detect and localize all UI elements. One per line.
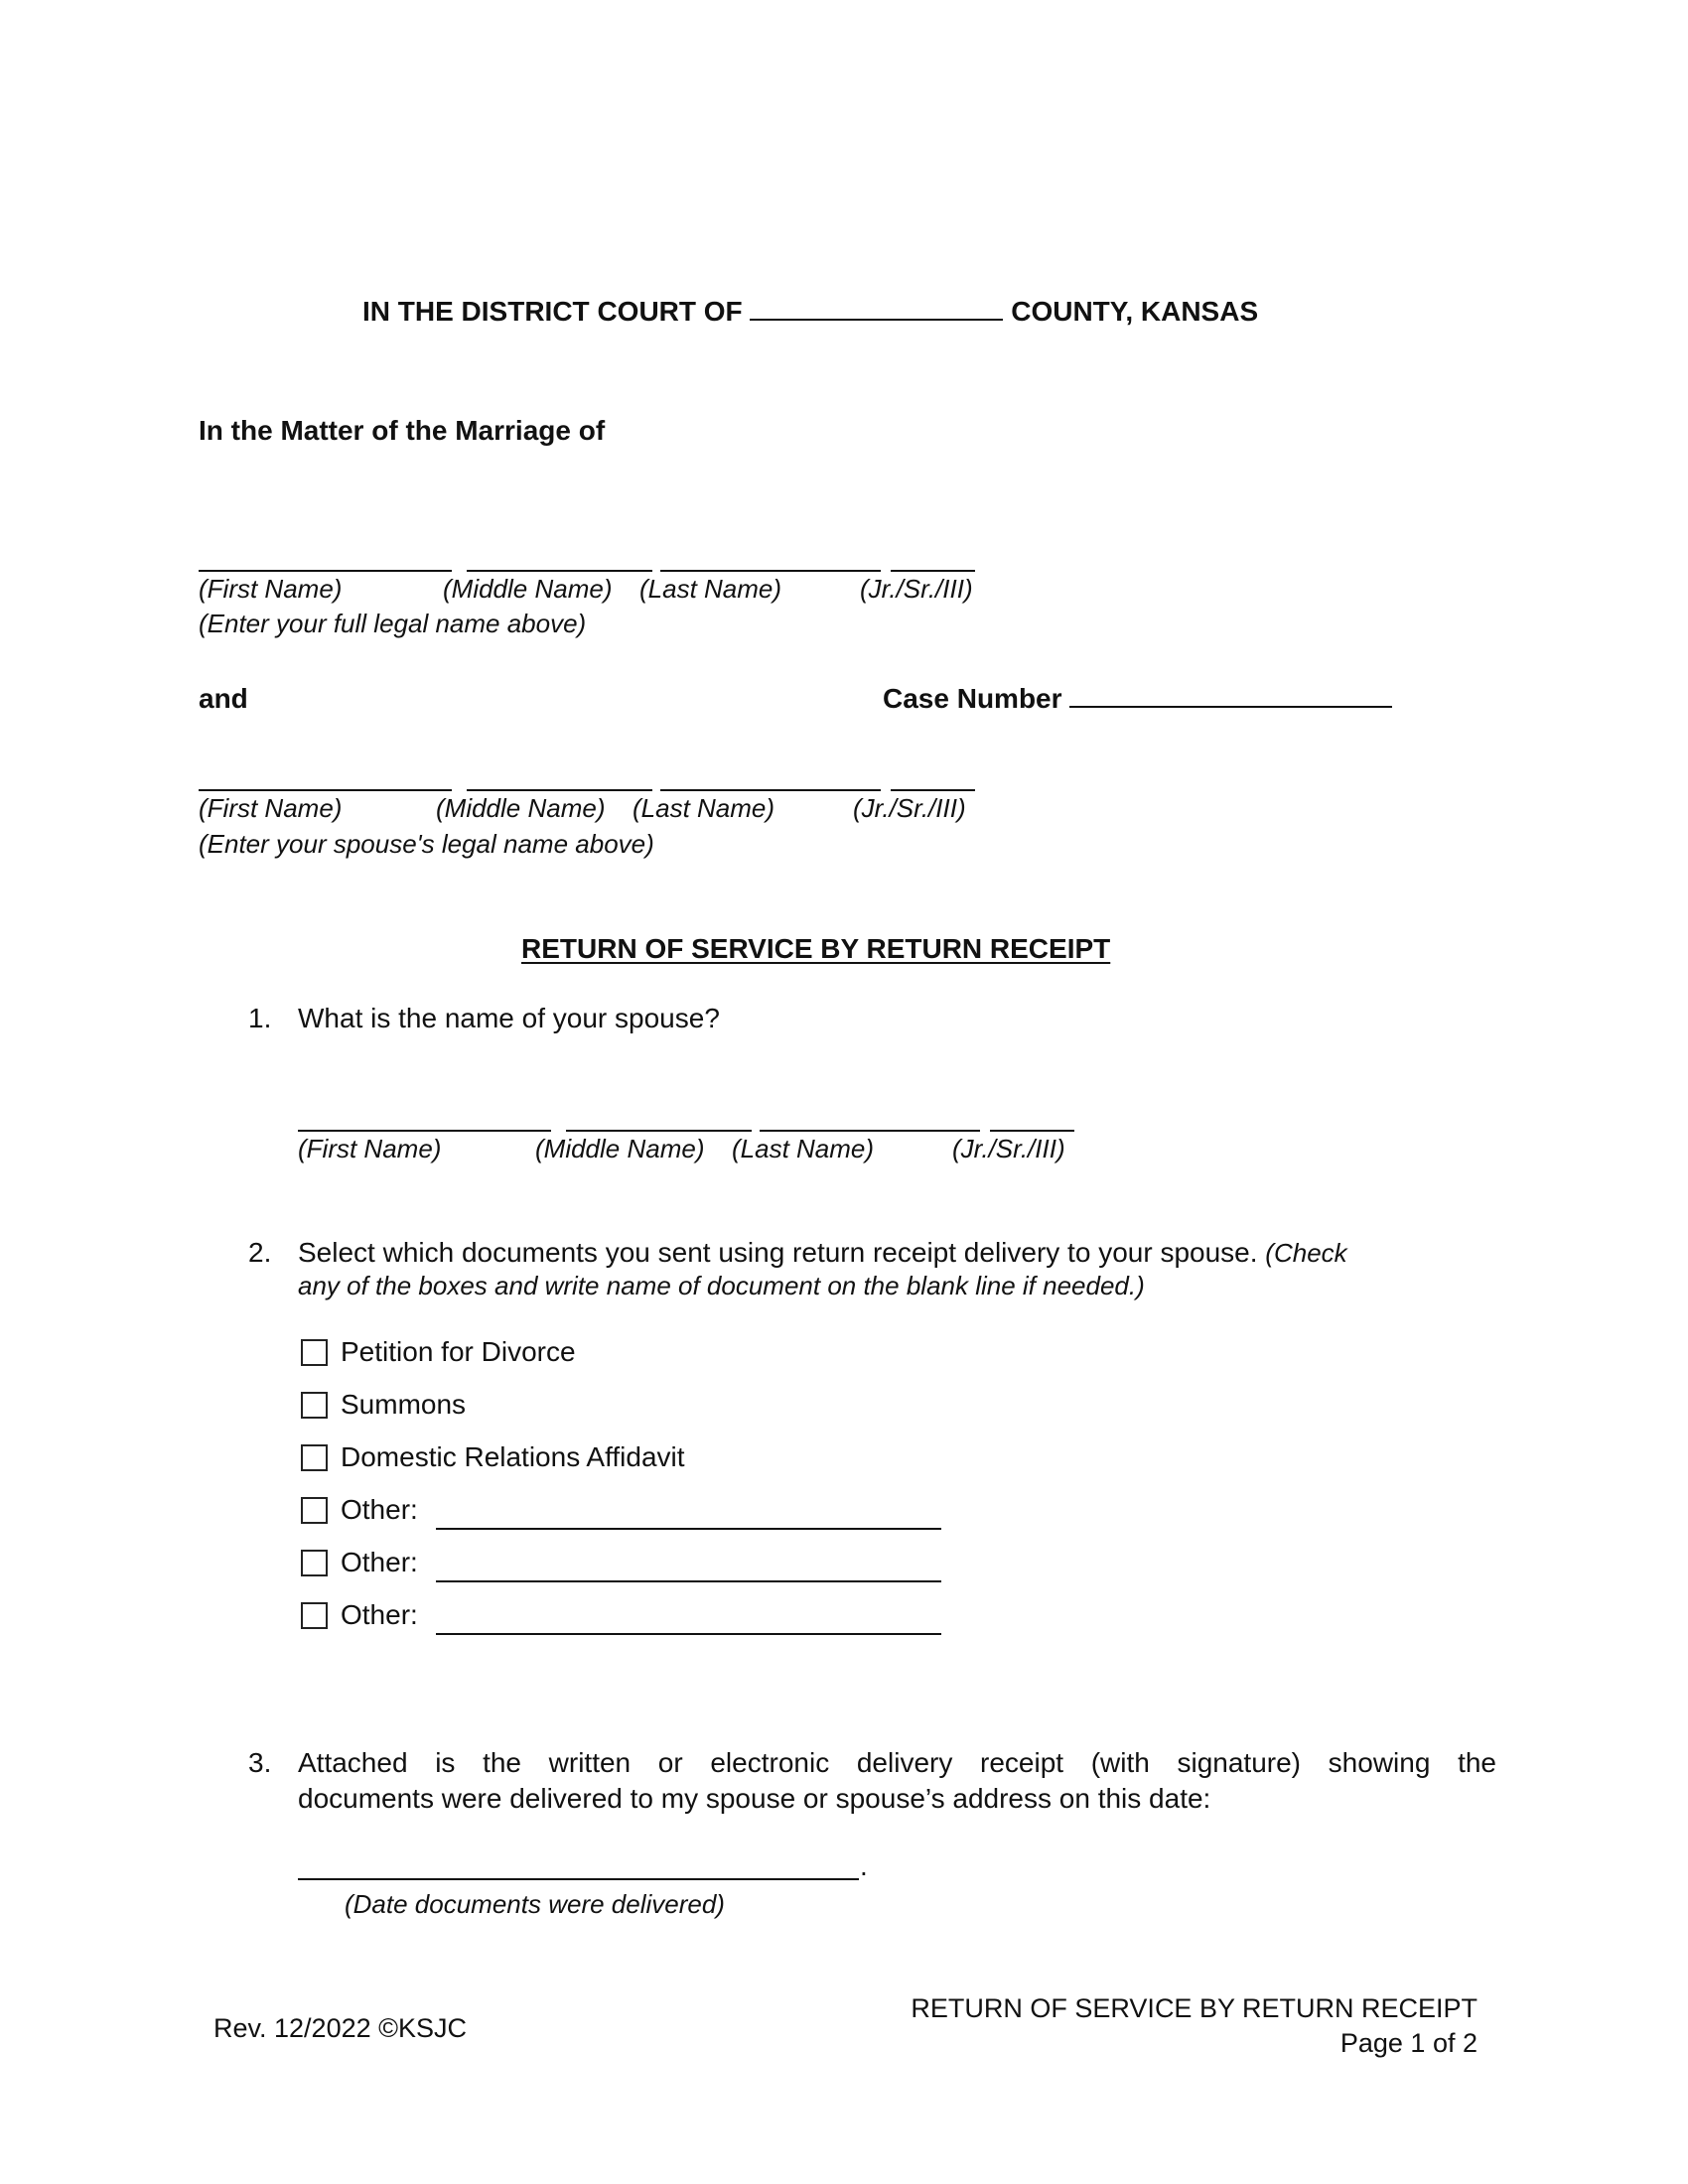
label-middle-name: (Middle Name) bbox=[535, 1134, 705, 1163]
court-heading bbox=[362, 296, 1258, 328]
party2-last-name-line[interactable] bbox=[660, 789, 881, 791]
label-last-name: (Last Name) bbox=[639, 574, 782, 604]
delivery-date-hint: (Date documents were delivered) bbox=[345, 1889, 725, 1919]
footer-form-name: RETURN OF SERVICE BY RETURN RECEIPT bbox=[911, 1993, 1477, 2023]
checkbox-other-2[interactable] bbox=[301, 1550, 328, 1576]
other-3-line[interactable] bbox=[436, 1633, 941, 1635]
option-summons-label: Summons bbox=[341, 1389, 467, 1420]
q2-text-line bbox=[298, 1237, 1347, 1269]
court-suffix: COUNTY, KANSAS bbox=[1011, 296, 1259, 327]
spouse-middle-name-line[interactable] bbox=[566, 1130, 752, 1132]
checkbox-domestic-relations[interactable] bbox=[301, 1444, 328, 1471]
label-suffix: (Jr./Sr./III) bbox=[860, 574, 973, 604]
q2-text: Select which documents you sent using return receipt delivery to your spouse. bbox=[298, 1237, 1258, 1268]
other-2-line[interactable] bbox=[436, 1580, 941, 1582]
other-1-line[interactable] bbox=[436, 1528, 941, 1530]
q2-note-part2: any of the boxes and write name of document on the blank line if needed.) bbox=[298, 1271, 1145, 1300]
q3-line2: documents were delivered to my spouse or spouse’s address on this date: bbox=[298, 1783, 1211, 1814]
option-petition-label: Petition for Divorce bbox=[341, 1336, 576, 1367]
party2-middle-name-line[interactable] bbox=[467, 789, 652, 791]
label-first-name: (First Name) bbox=[199, 793, 343, 823]
case-number-label: Case Number bbox=[883, 683, 1062, 714]
spouse-last-name-line[interactable] bbox=[760, 1130, 980, 1132]
party1-suffix-line[interactable] bbox=[891, 570, 975, 572]
label-suffix: (Jr./Sr./III) bbox=[952, 1134, 1065, 1163]
checkbox-summons[interactable] bbox=[301, 1392, 328, 1419]
label-suffix: (Jr./Sr./III) bbox=[853, 793, 966, 823]
checkbox-other-3[interactable] bbox=[301, 1602, 328, 1629]
county-blank[interactable] bbox=[750, 319, 1003, 321]
q2-note-part1: (Check bbox=[1265, 1238, 1347, 1268]
delivery-date-period: . bbox=[860, 1850, 868, 1881]
label-last-name: (Last Name) bbox=[633, 793, 775, 823]
party2-hint: (Enter your spouse's legal name above) bbox=[199, 829, 654, 859]
spouse-first-name-line[interactable] bbox=[298, 1130, 551, 1132]
q1-text: What is the name of your spouse? bbox=[298, 1003, 720, 1033]
option-other-2-label: Other: bbox=[341, 1547, 418, 1577]
footer-revision: Rev. 12/2022 ©KSJC bbox=[213, 2013, 468, 2043]
q3-number: 3. bbox=[248, 1747, 272, 1778]
matter-heading: In the Matter of the Marriage of bbox=[199, 415, 606, 446]
label-first-name: (First Name) bbox=[199, 574, 343, 604]
party1-hint: (Enter your full legal name above) bbox=[199, 609, 587, 638]
party2-suffix-line[interactable] bbox=[891, 789, 975, 791]
option-other-1-label: Other: bbox=[341, 1494, 418, 1525]
checkbox-other-1[interactable] bbox=[301, 1497, 328, 1524]
case-number-blank[interactable] bbox=[1069, 706, 1392, 708]
court-prefix: IN THE DISTRICT COURT OF bbox=[362, 296, 743, 327]
party1-middle-name-line[interactable] bbox=[467, 570, 652, 572]
delivery-date-line[interactable] bbox=[298, 1878, 859, 1880]
party2-first-name-line[interactable] bbox=[199, 789, 452, 791]
q3-line1: Attached is the written or electronic delivery receipt (with signature) showing the bbox=[298, 1747, 1496, 1778]
label-middle-name: (Middle Name) bbox=[443, 574, 613, 604]
checkbox-petition[interactable] bbox=[301, 1339, 328, 1366]
q2-number: 2. bbox=[248, 1237, 272, 1268]
q1-number: 1. bbox=[248, 1003, 272, 1033]
option-other-3-label: Other: bbox=[341, 1599, 418, 1630]
and-label: and bbox=[199, 683, 248, 714]
party1-last-name-line[interactable] bbox=[660, 570, 881, 572]
option-domestic-relations-label: Domestic Relations Affidavit bbox=[341, 1441, 685, 1472]
label-first-name: (First Name) bbox=[298, 1134, 442, 1163]
footer-page: Page 1 of 2 bbox=[1339, 2028, 1477, 2058]
label-middle-name: (Middle Name) bbox=[436, 793, 606, 823]
spouse-suffix-line[interactable] bbox=[990, 1130, 1074, 1132]
label-last-name: (Last Name) bbox=[732, 1134, 875, 1163]
case-number bbox=[883, 683, 1392, 715]
party1-first-name-line[interactable] bbox=[199, 570, 452, 572]
form-title: RETURN OF SERVICE BY RETURN RECEIPT bbox=[521, 933, 1111, 964]
